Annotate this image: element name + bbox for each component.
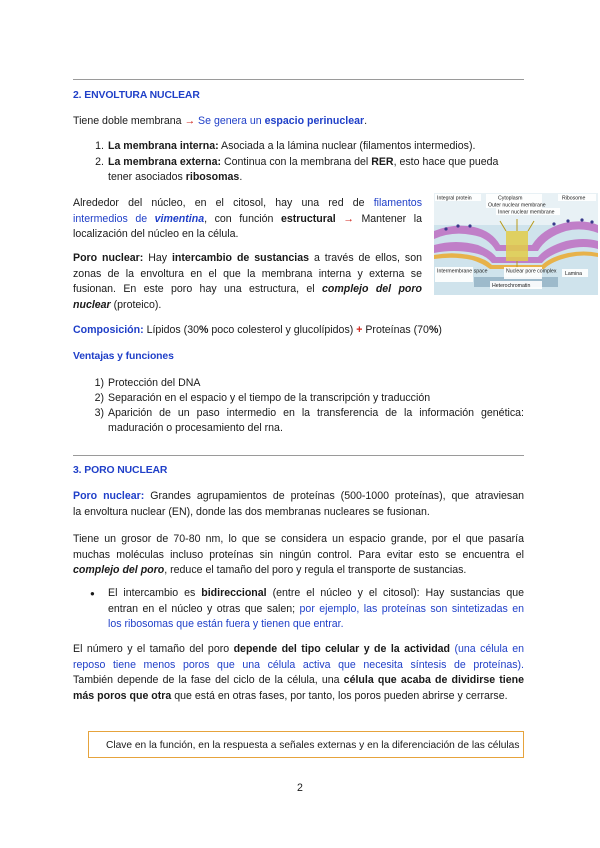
- list-item: 1. La membrana interna: Asociada a la lámina nuclear (filamentos intermedios).: [95, 140, 476, 152]
- section-2-intro: Tiene doble membrana → Se genera un espacio perinuclear.: [73, 115, 368, 127]
- label-heterochromatin: Heterochromatin: [492, 283, 531, 289]
- page-number: 2: [297, 782, 303, 794]
- composition-line: Composición: Lípidos (30% poco colesterol y glucolípidos) + Proteínas (70%): [73, 324, 442, 336]
- pore-paragraph: Poro nuclear: Hay intercambio de sustancias a través de ellos, son zonas de la envoltura en el que la membrana interna y externa se fusionan. En este poro hay una estructura, el complejo del poro nuclear (proteico).: [73, 252, 422, 311]
- pore-definition-paragraph: Poro nuclear: Grandes agrupamientos de proteínas (500-1000 proteínas), que atraviesan la envoltura nuclear (EN), donde las dos membranas nucleares se fusionan.: [73, 490, 524, 518]
- list-item: 1) Protección del DNA: [94, 377, 201, 389]
- label-ribosome: Ribosome: [562, 195, 586, 202]
- label-cytoplasm: Cytoplasm: [498, 195, 523, 202]
- pore-number-paragraph: El número y el tamaño del poro depende del tipo celular y de la actividad (una célula en reposo tiene menos poros que una célula activa que necesita síntesis de proteínas). También depende de la fase del ciclo de la célula, una célula que acaba de dividirse tiene más poros que otra que está en otras fases, por tanto, los poros pueden abrirse y cerrarse.: [73, 643, 525, 702]
- bullet-icon: ●: [90, 589, 95, 598]
- label-intermembrane-space: Intermembrane space: [437, 268, 488, 275]
- advantages-list: [94, 376, 524, 436]
- label-outer-membrane: Outer nuclear membrane: [488, 202, 546, 209]
- middle-rule: [73, 455, 524, 456]
- section-3-title: 3. PORO NUCLEAR: [73, 465, 168, 476]
- section-2-title: 2. ENVOLTURA NUCLEAR: [73, 90, 200, 101]
- bidirectional-bullet: ● El intercambio es bidireccional (entre el núcleo y el citosol): Hay sustancias que entran en el núcleo y otras que salen; por ejemplo, las proteínas son sintetizadas en los ribosomas que están fuera y tienen que entrar.: [90, 587, 524, 630]
- list-item: 2. La membrana externa: Continua con la membrana del RER, esto hace que pueda tener asociados ribosomas.: [95, 156, 499, 183]
- pore-size-paragraph: Tiene un grosor de 70-80 nm, lo que se considera un espacio grande, por el que pasaría muchas moléculas incluso proteínas sin ningún control. Para evitar esto se encuentra el complejo del poro, reduce el tamaño del poro y regula el transporte de sustancias.: [73, 533, 524, 576]
- membranes-list: [95, 139, 524, 185]
- label-integral-protein: Integral protein: [437, 195, 472, 202]
- key-box-text: Clave en la función, en la respuesta a señales externas y en la diferenciación de las células: [106, 740, 520, 751]
- top-rule: [73, 79, 524, 80]
- label-nuclear-pore-complex: Nuclear pore complex: [506, 268, 557, 275]
- nuclear-envelope-diagram: [434, 193, 598, 295]
- key-box: [88, 731, 524, 758]
- label-inner-membrane: Inner nuclear membrane: [498, 209, 555, 216]
- nuclear-envelope-figure: [434, 193, 598, 295]
- list-item: 3) Aparición de un paso intermedio en la transferencia de la información genética: maduración o procesamiento del rna.: [94, 407, 524, 434]
- label-lamina: Lamina: [565, 271, 583, 277]
- list-item: 2) Separación en el espacio y el tiempo de la transcripción y traducción: [94, 392, 431, 404]
- vimentin-paragraph: Alrededor del núcleo, en el citosol, hay una red de filamentos intermedios de vimentina, con función estructural → Mantener la localización del núcleo en la célula.: [73, 197, 422, 240]
- advantages-title: Ventajas y funciones: [73, 351, 174, 362]
